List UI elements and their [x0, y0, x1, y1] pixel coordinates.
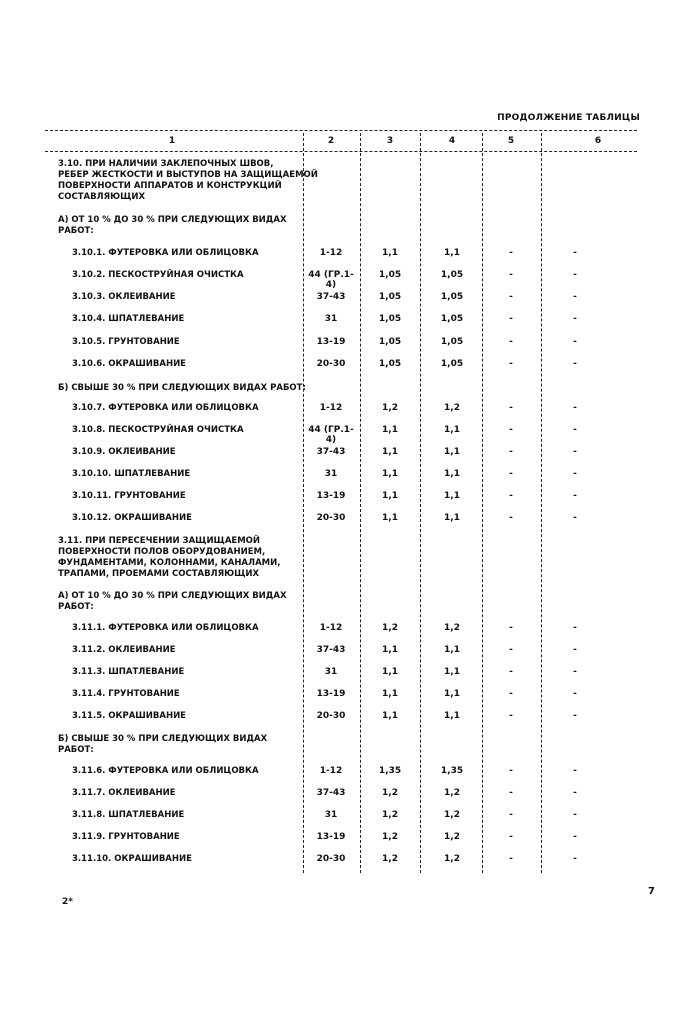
- cell-col4: 1,2: [444, 403, 460, 413]
- cell-col4: 1,2: [444, 854, 460, 864]
- column-header-1: 1: [168, 136, 176, 146]
- cell-col3: 1,2: [382, 810, 398, 820]
- row-label: 3.10.4. ШПАТЛЕВАНИЕ: [72, 314, 185, 324]
- table-row: [0, 623, 700, 645]
- cell-col4: 1,1: [444, 513, 460, 523]
- cell-col6: -: [573, 359, 577, 369]
- cell-col5: -: [509, 645, 513, 655]
- cell-col4: 1,1: [444, 711, 460, 721]
- cell-col4: 1,1: [444, 645, 460, 655]
- cell-col4: 1,05: [440, 270, 464, 280]
- cell-col3: 1,1: [382, 645, 398, 655]
- page-number: 7: [648, 886, 655, 897]
- cell-col4: 1,05: [440, 337, 464, 347]
- cell-col5: -: [509, 667, 513, 677]
- cell-col5: -: [509, 513, 513, 523]
- cell-col6: -: [573, 854, 577, 864]
- cell-col2: 1-12: [319, 623, 343, 633]
- cell-col5: -: [509, 711, 513, 721]
- cell-col3: 1,1: [382, 248, 398, 258]
- cell-col6: -: [573, 645, 577, 655]
- cell-col3: 1,2: [382, 403, 398, 413]
- cell-col6: -: [573, 810, 577, 820]
- table-row: [0, 711, 700, 733]
- cell-col3: 1,05: [378, 337, 402, 347]
- cell-col4: 1,2: [444, 810, 460, 820]
- cell-col4: 1,1: [444, 667, 460, 677]
- cell-col2: 37-43: [316, 447, 346, 457]
- cell-col2: 13-19: [316, 491, 346, 501]
- table-row: [0, 292, 700, 314]
- cell-col5: -: [509, 788, 513, 798]
- cell-col6: -: [573, 513, 577, 523]
- column-header-2: 2: [327, 136, 335, 146]
- cell-col3: 1,1: [382, 711, 398, 721]
- table-row: [0, 513, 700, 535]
- table-row: [0, 403, 700, 425]
- row-label: 3.10.7. ФУТЕРОВКА ИЛИ ОБЛИЦОВКА: [72, 403, 259, 413]
- cell-col2: 13-19: [316, 337, 346, 347]
- table-row: [0, 810, 700, 832]
- cell-col2: 1-12: [319, 248, 343, 258]
- cell-col3: 1,2: [382, 854, 398, 864]
- table-row: [0, 832, 700, 854]
- row-label: 3.11.2. ОКЛЕИВАНИЕ: [72, 645, 176, 655]
- cell-col3: 1,1: [382, 447, 398, 457]
- row-label: 3.10.12. ОКРАШИВАНИЕ: [72, 513, 192, 523]
- cell-col6: -: [573, 425, 577, 435]
- column-header-5: 5: [507, 136, 515, 146]
- table-row: [0, 491, 700, 513]
- cell-col3: 1,1: [382, 425, 398, 435]
- cell-col2: 31: [324, 469, 338, 479]
- cell-col4: 1,05: [440, 292, 464, 302]
- cell-col6: -: [573, 314, 577, 324]
- cell-col4: 1,1: [444, 469, 460, 479]
- row-label: 3.11.8. ШПАТЛЕВАНИЕ: [72, 810, 185, 820]
- cell-col2: 13-19: [316, 832, 346, 842]
- cell-col2: 44 (ГР.1-4): [308, 425, 354, 445]
- cell-col6: -: [573, 292, 577, 302]
- cell-col6: -: [573, 711, 577, 721]
- row-label: 3.11.1. ФУТЕРОВКА ИЛИ ОБЛИЦОВКА: [72, 623, 259, 633]
- row-label: 3.10.2. ПЕСКОСТРУЙНАЯ ОЧИСТКА: [72, 270, 244, 280]
- table-row: [0, 788, 700, 810]
- cell-col2: 20-30: [316, 854, 346, 864]
- cell-col6: -: [573, 469, 577, 479]
- table-row: [0, 854, 700, 876]
- cell-col5: -: [509, 832, 513, 842]
- row-label: 3.10.10. ШПАТЛЕВАНИЕ: [72, 469, 191, 479]
- table-top-rule: [45, 130, 637, 131]
- row-label: 3.10.3. ОКЛЕИВАНИЕ: [72, 292, 176, 302]
- column-header-6: 6: [594, 136, 602, 146]
- row-label: 3.10.8. ПЕСКОСТРУЙНАЯ ОЧИСТКА: [72, 425, 244, 435]
- table-row: [0, 270, 700, 292]
- cell-col6: -: [573, 403, 577, 413]
- table-row: [0, 447, 700, 469]
- cell-col5: -: [509, 854, 513, 864]
- cell-col3: 1,05: [378, 270, 402, 280]
- row-label: 3.11.5. ОКРАШИВАНИЕ: [72, 711, 186, 721]
- cell-col4: 1,2: [444, 832, 460, 842]
- cell-col4: 1,1: [444, 425, 460, 435]
- table-row: [0, 667, 700, 689]
- row-label: 3.11.4. ГРУНТОВАНИЕ: [72, 689, 180, 699]
- cell-col2: 1-12: [319, 403, 343, 413]
- cell-col4: 1,05: [440, 314, 464, 324]
- subsection-heading: А) ОТ 10 % ДО 30 % ПРИ СЛЕДУЮЩИХ ВИДАХ РАБОТ:: [58, 215, 287, 236]
- cell-col5: -: [509, 491, 513, 501]
- cell-col6: -: [573, 623, 577, 633]
- cell-col4: 1,1: [444, 248, 460, 258]
- cell-col4: 1,1: [444, 689, 460, 699]
- cell-col4: 1,2: [444, 623, 460, 633]
- table-row: [0, 314, 700, 336]
- cell-col4: 1,1: [444, 447, 460, 457]
- subsection-heading: Б) СВЫШЕ 30 % ПРИ СЛЕДУЮЩИХ ВИДАХ РАБОТ:: [58, 383, 306, 393]
- cell-col6: -: [573, 447, 577, 457]
- cell-col3: 1,2: [382, 788, 398, 798]
- cell-col5: -: [509, 403, 513, 413]
- table-row: [0, 248, 700, 270]
- row-label: 3.10.1. ФУТЕРОВКА ИЛИ ОБЛИЦОВКА: [72, 248, 259, 258]
- column-header-3: 3: [386, 136, 394, 146]
- cell-col5: -: [509, 469, 513, 479]
- row-label: 3.11.9. ГРУНТОВАНИЕ: [72, 832, 180, 842]
- cell-col2: 37-43: [316, 645, 346, 655]
- table-row: [0, 766, 700, 788]
- table-row: [0, 359, 700, 381]
- column-header-4: 4: [448, 136, 456, 146]
- cell-col2: 37-43: [316, 788, 346, 798]
- cell-col5: -: [509, 314, 513, 324]
- cell-col5: -: [509, 766, 513, 776]
- sheet-signature: 2*: [62, 897, 73, 907]
- row-label: 3.10.5. ГРУНТОВАНИЕ: [72, 337, 180, 347]
- cell-col2: 20-30: [316, 513, 346, 523]
- cell-col3: 1,1: [382, 689, 398, 699]
- row-label: 3.10.9. ОКЛЕИВАНИЕ: [72, 447, 176, 457]
- cell-col3: 1,05: [378, 292, 402, 302]
- section-heading: 3.10. ПРИ НАЛИЧИИ ЗАКЛЕПОЧНЫХ ШВОВ, РЕБЕР ЖЕСТКОСТИ И ВЫСТУПОВ НА ЗАЩИЩАЕМОЙ ПОВЕРХНОСТИ АППАРАТОВ И КОНСТРУКЦИЙ СОСТАВЛЯЮЩИХ: [58, 159, 318, 202]
- section-heading: 3.11. ПРИ ПЕРЕСЕЧЕНИИ ЗАЩИЩАЕМОЙ ПОВЕРХНОСТИ ПОЛОВ ОБОРУДОВАНИЕМ, ФУНДАМЕНТАМИ, КОЛОННАМИ, КАНАЛАМИ, ТРАПАМИ, ПРОЕМАМИ СОСТАВЛЯЮЩИХ: [58, 536, 281, 579]
- cell-col4: 1,1: [444, 491, 460, 501]
- cell-col4: 1,35: [440, 766, 464, 776]
- subsection-heading: Б) СВЫШЕ 30 % ПРИ СЛЕДУЮЩИХ ВИДАХ РАБОТ:: [58, 734, 268, 755]
- cell-col5: -: [509, 810, 513, 820]
- cell-col5: -: [509, 623, 513, 633]
- cell-col6: -: [573, 689, 577, 699]
- row-label: 3.11.6. ФУТЕРОВКА ИЛИ ОБЛИЦОВКА: [72, 766, 259, 776]
- cell-col5: -: [509, 248, 513, 258]
- cell-col4: 1,05: [440, 359, 464, 369]
- table-row: [0, 337, 700, 359]
- row-label: 3.11.7. ОКЛЕИВАНИЕ: [72, 788, 176, 798]
- cell-col5: -: [509, 359, 513, 369]
- cell-col3: 1,2: [382, 623, 398, 633]
- table-row: [0, 645, 700, 667]
- header-bottom-rule: [45, 151, 637, 152]
- cell-col3: 1,35: [378, 766, 402, 776]
- row-label: 3.11.3. ШПАТЛЕВАНИЕ: [72, 667, 185, 677]
- cell-col3: 1,05: [378, 314, 402, 324]
- cell-col5: -: [509, 337, 513, 347]
- cell-col3: 1,1: [382, 667, 398, 677]
- cell-col5: -: [509, 425, 513, 435]
- cell-col2: 13-19: [316, 689, 346, 699]
- cell-col3: 1,2: [382, 832, 398, 842]
- cell-col6: -: [573, 337, 577, 347]
- cell-col5: -: [509, 292, 513, 302]
- cell-col2: 31: [324, 667, 338, 677]
- cell-col2: 31: [324, 314, 338, 324]
- cell-col2: 1-12: [319, 766, 343, 776]
- cell-col2: 20-30: [316, 711, 346, 721]
- table-continued-label: ПРОДОЛЖЕНИЕ ТАБЛИЦЫ: [497, 113, 640, 123]
- cell-col2: 20-30: [316, 359, 346, 369]
- cell-col3: 1,1: [382, 491, 398, 501]
- cell-col6: -: [573, 832, 577, 842]
- cell-col6: -: [573, 491, 577, 501]
- cell-col5: -: [509, 447, 513, 457]
- cell-col3: 1,1: [382, 513, 398, 523]
- table-row: [0, 425, 700, 447]
- row-label: 3.10.11. ГРУНТОВАНИЕ: [72, 491, 186, 501]
- table-row: [0, 689, 700, 711]
- cell-col4: 1,2: [444, 788, 460, 798]
- cell-col2: 31: [324, 810, 338, 820]
- cell-col3: 1,1: [382, 469, 398, 479]
- table-row: [0, 469, 700, 491]
- cell-col6: -: [573, 766, 577, 776]
- cell-col5: -: [509, 270, 513, 280]
- cell-col2: 44 (ГР.1-4): [308, 270, 354, 290]
- subsection-heading: А) ОТ 10 % ДО 30 % ПРИ СЛЕДУЮЩИХ ВИДАХ РАБОТ:: [58, 591, 287, 612]
- cell-col2: 37-43: [316, 292, 346, 302]
- cell-col6: -: [573, 270, 577, 280]
- cell-col6: -: [573, 788, 577, 798]
- cell-col3: 1,05: [378, 359, 402, 369]
- row-label: 3.11.10. ОКРАШИВАНИЕ: [72, 854, 192, 864]
- cell-col5: -: [509, 689, 513, 699]
- cell-col6: -: [573, 248, 577, 258]
- cell-col6: -: [573, 667, 577, 677]
- row-label: 3.10.6. ОКРАШИВАНИЕ: [72, 359, 186, 369]
